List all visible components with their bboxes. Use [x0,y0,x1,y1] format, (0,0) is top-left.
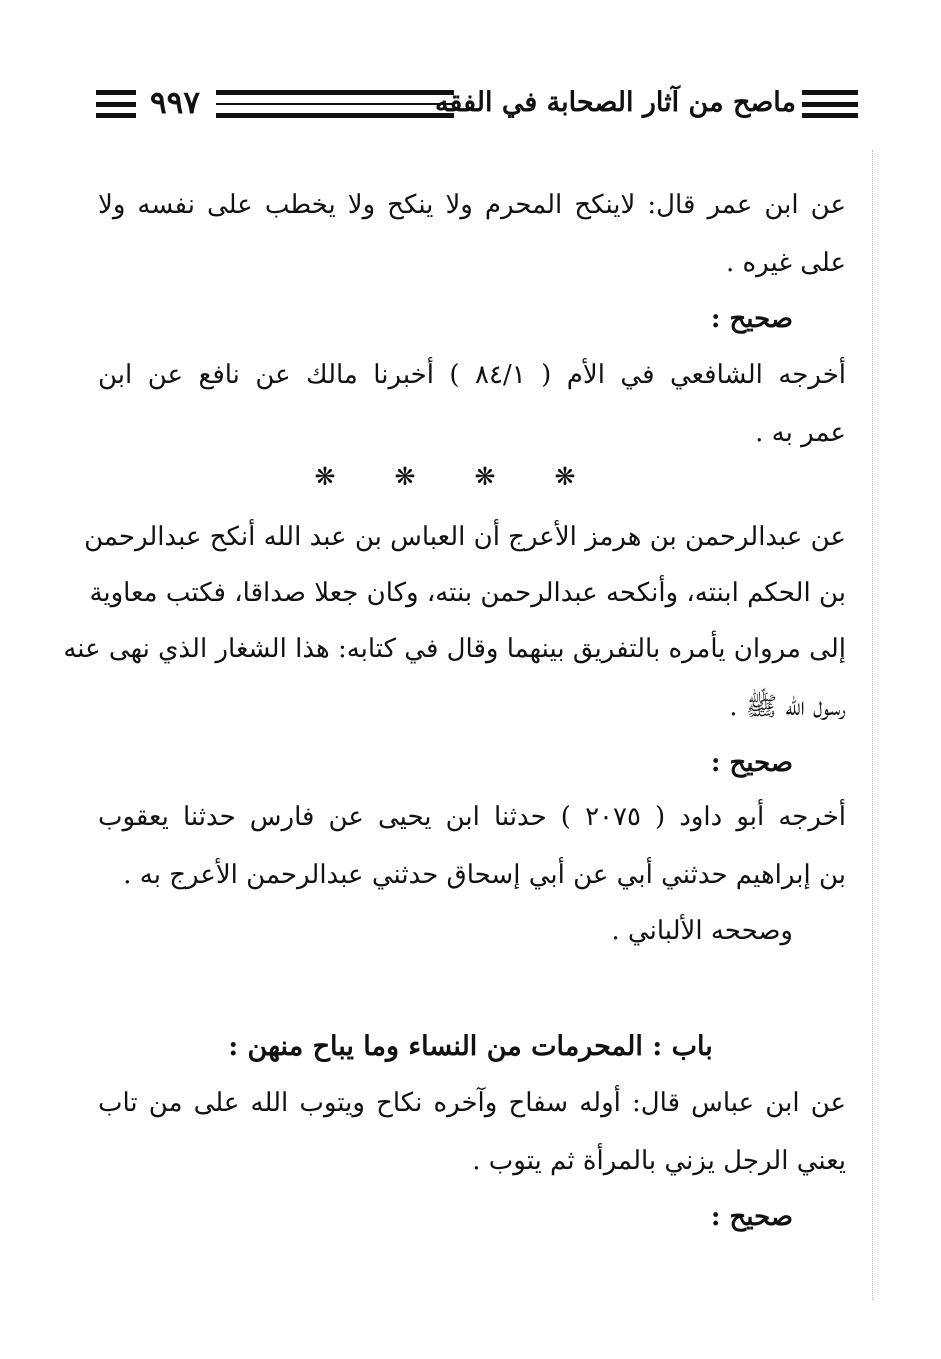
text-line: بن الحكم ابنته، وأنكحه عبدالرحمن بنته، وكان جعلا صداقا، فكتب معاوية [89,578,846,608]
header-rule-middle [216,90,454,118]
text-line: بن إبراهيم حدثني أبي عن أبي إسحاق حدثني عبدالرحمن الأعرج به . [123,860,846,890]
header-rule-right [802,90,858,118]
running-title: ماصح من آثار الصحابة في الفقه [434,87,796,118]
text-line: عن ابن عمر قال: لاينكح المحرم ولا ينكح ولا يخطب على نفسه ولا [98,190,846,220]
chapter-heading: باب : المحرمات من النساء وما يباح منهن : [228,1031,713,1062]
text-line: على غيره . [726,248,846,278]
star-icon: ❋ [474,462,496,491]
page-number: ٩٩٧ [150,85,200,121]
text-line: وصححه الألباني . [611,916,793,946]
text-line: عمر به . [755,418,846,448]
header-rule-left [96,90,136,118]
page-header [92,84,862,124]
text-line: إلى مروان يأمره بالتفريق بينهما وقال في كتابه: هذا الشغار الذي نهى عنه [63,634,846,664]
text-line: عن ابن عباس قال: أوله سفاح وآخره نكاح ويتوب الله على من تاب [98,1088,846,1118]
text-line: يعني الرجل يزني بالمرأة ثم يتوب . [472,1146,846,1176]
star-icon: ❋ [394,462,416,491]
separator-stars [310,462,580,492]
text-line: رسول الله ﷺ . [729,692,846,722]
text-line: أخرجه أبو داود ( ٢٠٧٥ ) حدثنا ابن يحيى عن فارس حدثنا يعقوب [98,802,846,832]
star-icon: ❋ [554,462,576,491]
scan-margin-mark [870,150,873,1300]
text-line: عن عبدالرحمن بن هرمز الأعرج أن العباس بن عبد الله أنكح عبدالرحمن [84,522,846,552]
text-line: أخرجه الشافعي في الأم ( ٨٤/١ ) أخبرنا مالك عن نافع عن ابن [98,360,846,390]
section-label-sahih: صحيح : [710,304,793,334]
section-label-sahih: صحيح : [710,1202,793,1232]
section-label-sahih: صحيح : [710,748,793,778]
star-icon: ❋ [314,462,336,491]
